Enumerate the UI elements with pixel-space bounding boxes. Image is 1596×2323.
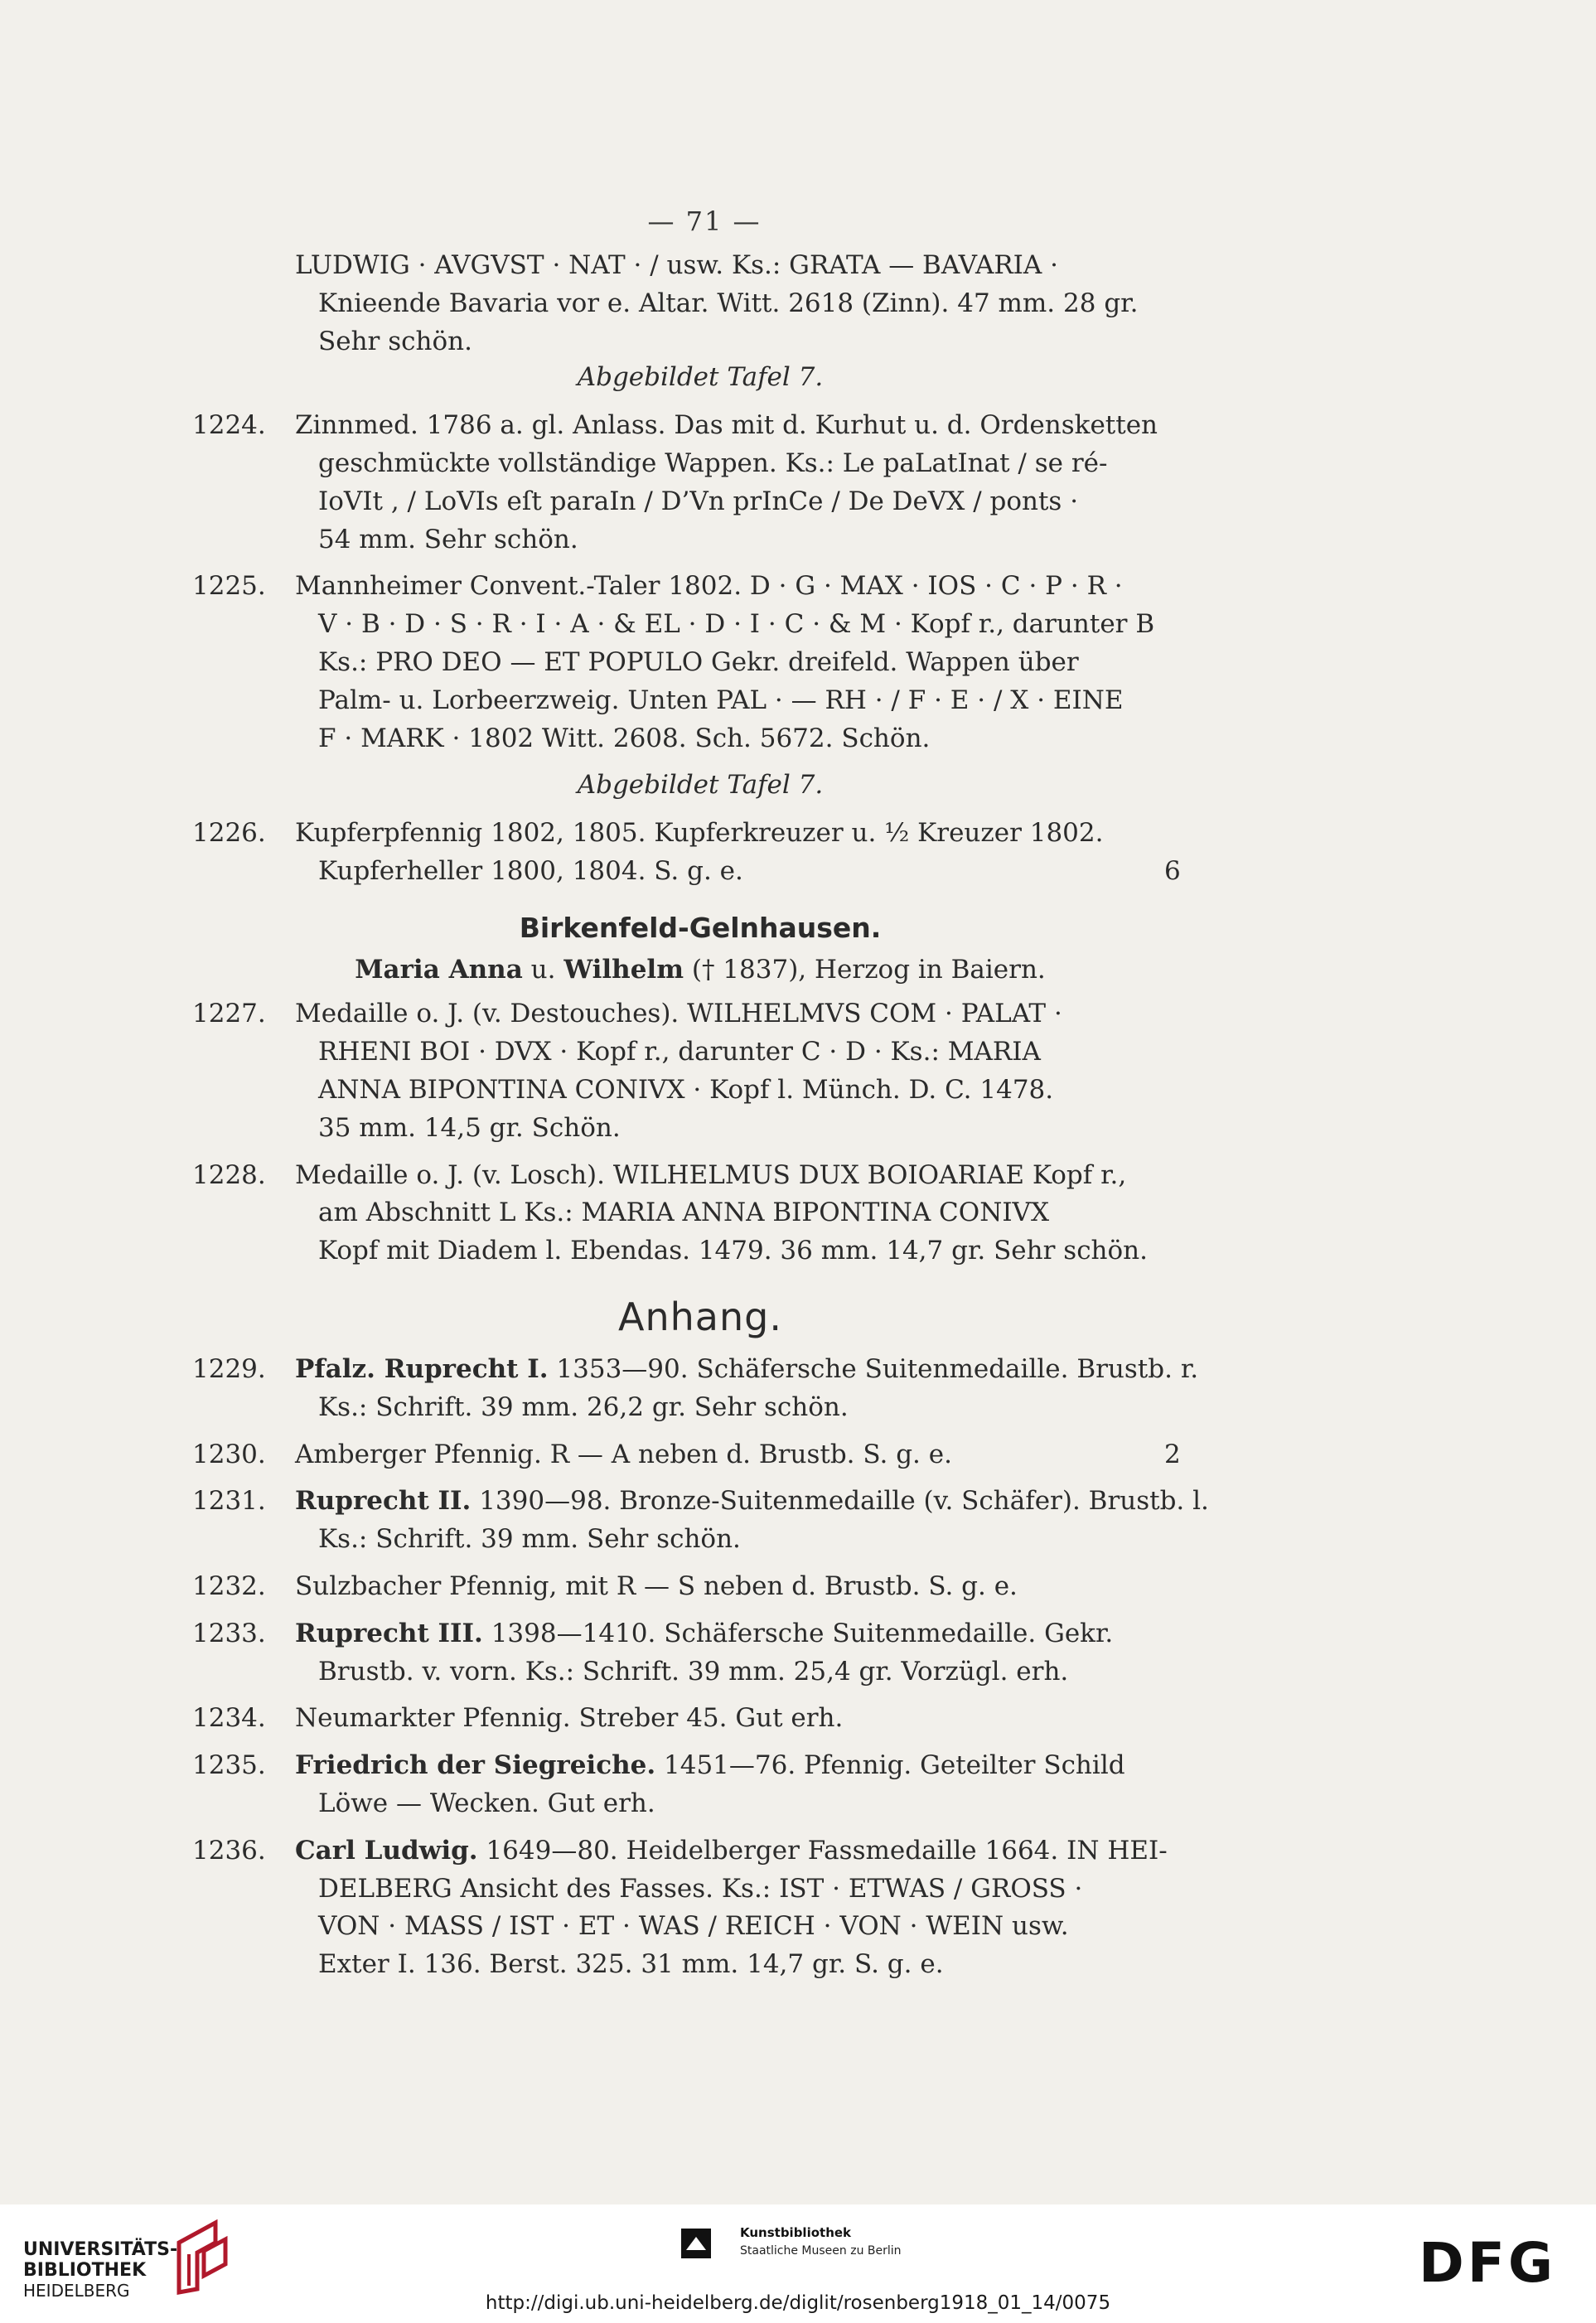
lot-number: 1236.: [192, 1835, 266, 1866]
ruler-heading: [0, 955, 1596, 993]
entry-line: [0, 1075, 1596, 1113]
ub-line-1: UNIVERSITÄTS-: [23, 2239, 178, 2260]
lot-entry: [0, 1160, 1596, 1198]
entry-text: 54 mm. Sehr schön.: [318, 524, 578, 554]
entry-description: 1353—90. Schäfersche Suitenmedaille. Brustb. r.: [548, 1354, 1199, 1384]
lot-entry: [0, 571, 1596, 609]
kunstbibliothek-subtitle: Staatliche Museen zu Berlin: [740, 2244, 902, 2258]
ruler-name-2: Wilhelm: [563, 954, 684, 985]
entry-text: [295, 1160, 1126, 1190]
entry-text: Knieende Bavaria vor e. Altar. Witt. 2618 (Zinn). 47 mm. 28 gr.: [318, 288, 1139, 318]
lot-number: 1228.: [192, 1159, 266, 1190]
entry-description: 1451—76. Pfennig. Geteilter Schild: [655, 1750, 1125, 1781]
lot-entry: [0, 818, 1596, 856]
entry-text: Sehr schön.: [318, 326, 472, 356]
entry-description: Mannheimer Convent.-Taler 1802. D · G · MAX · IOS · C · P · R ·: [295, 571, 1123, 602]
entry-text: V · B · D · S · R · I · A · & EL · D · I · C · & M · Kopf r., darunter B: [318, 609, 1155, 640]
entry-text: 35 mm. 14,5 gr. Schön.: [318, 1112, 621, 1143]
entry-line: [0, 1037, 1596, 1075]
entry-description: Amberger Pfennig. R — A neben d. Brustb. S. g. e.: [295, 1439, 952, 1469]
entry-text: IoVIt , / LoVIs eſt paraIn / D’Vn prInCe / De DeVX / ponts ·: [318, 486, 1079, 516]
lot-entry: [0, 1571, 1596, 1609]
entry-text: [295, 1354, 1198, 1384]
entry-text: Exter I. 136. Berst. 325. 31 mm. 14,7 gr. S. g. e.: [318, 1949, 944, 1980]
plate-reference: [0, 770, 1596, 808]
kunstbibliothek-title[interactable]: Kunstbibliothek: [740, 2225, 852, 2240]
kunstbibliothek-icon: [681, 2229, 711, 2258]
entry-description: Sulzbacher Pfennig, mit R — S neben d. Brustb. S. g. e.: [295, 1571, 1018, 1601]
entry-text: VON · MASS / IST · ET · WAS / REICH · VON · WEIN usw.: [318, 1911, 1069, 1942]
ruler-description: († 1837), Herzog in Baiern.: [684, 954, 1046, 985]
entry-line: [0, 486, 1596, 525]
appendix-heading: [0, 1295, 1596, 1348]
entry-text: Ks.: PRO DEO — ET POPULO Gekr. dreifeld. Wappen über: [318, 647, 1079, 677]
entry-line: [0, 1198, 1596, 1236]
ruler-name: Pfalz. Ruprecht I.: [295, 1354, 549, 1384]
lot-entry: [0, 1486, 1596, 1524]
ub-line-3: HEIDELBERG: [23, 2281, 130, 2301]
entry-text: Kopf mit Diadem l. Ebendas. 1479. 36 mm. 14,7 gr. Sehr schön.: [318, 1236, 1149, 1266]
entry-line: [0, 1113, 1596, 1151]
entry-line: [0, 647, 1596, 685]
entry-line: [0, 1236, 1596, 1274]
entry-line: [0, 327, 1596, 365]
lot-price: 6: [1164, 856, 1181, 886]
ub-emblem-icon: [167, 2218, 234, 2297]
entry-text: [295, 1619, 1113, 1648]
entry-text: [295, 1836, 1168, 1866]
entry-text: [295, 999, 1062, 1028]
entry-description: Neumarkter Pfennig. Streber 45. Gut erh.: [295, 1703, 844, 1734]
lot-entry: [0, 999, 1596, 1037]
lot-entry: [0, 1619, 1596, 1657]
plate-caption: Abgebildet Tafel 7.: [577, 770, 824, 801]
entry-line: [0, 288, 1596, 327]
entry-text: [295, 1571, 1018, 1601]
permalink-url[interactable]: http://digi.ub.uni-heidelberg.de/diglit/rosenberg1918_01_14/0075: [485, 2292, 1111, 2314]
entry-line: [0, 1788, 1596, 1827]
entry-line: [0, 1949, 1596, 1987]
lot-number: 1230.: [192, 1439, 266, 1469]
entry-text: Brustb. v. vorn. Ks.: Schrift. 39 mm. 25,4 gr. Vorzügl. erh.: [318, 1656, 1069, 1687]
entry-text: ANNA BIPONTINA CONIVX · Kopf l. Münch. D. C. 1478.: [318, 1075, 1054, 1105]
entry-line: [0, 724, 1596, 762]
ub-heidelberg-logo[interactable]: [23, 2224, 181, 2299]
lot-number: 1227.: [192, 999, 266, 1029]
dfg-logo[interactable]: [1419, 2235, 1576, 2287]
entry-description: 1649—80. Heidelberger Fassmedaille 1664. IN HEI-: [477, 1835, 1168, 1866]
entry-description: Zinnmed. 1786 a. gl. Anlass. Das mit d. Kurhut u. d. Ordensketten: [295, 410, 1158, 441]
lot-number: 1234.: [192, 1703, 266, 1734]
lot-entry: [0, 1836, 1596, 1874]
lot-entry: [0, 410, 1596, 448]
entry-text: F · MARK · 1802 Witt. 2608. Sch. 5672. Schön.: [318, 723, 931, 753]
ruler-name: Ruprecht II.: [295, 1486, 472, 1517]
section-title: Birkenfeld-Gelnhausen.: [519, 911, 882, 944]
entry-text: Löwe — Wecken. Gut erh.: [318, 1788, 655, 1818]
entry-text: [295, 1440, 952, 1469]
entry-text: DELBERG Ansicht des Fasses. Ks.: IST · ETWAS / GROSS ·: [318, 1873, 1083, 1904]
entry-line: [0, 609, 1596, 647]
entry-text: [295, 818, 1104, 848]
ruler-name: Ruprecht III.: [295, 1618, 483, 1648]
plate-caption: Abgebildet Tafel 7.: [577, 362, 824, 393]
lot-entry: [0, 1440, 1596, 1478]
entry-text: am Abschnitt L Ks.: MARIA ANNA BIPONTINA CONIVX: [318, 1198, 1050, 1228]
entry-text: [295, 1703, 843, 1733]
entry-text: RHENI BOI · DVX · Kopf r., darunter C · D · Ks.: MARIA: [318, 1037, 1041, 1067]
page-number: — 71 —: [647, 206, 762, 237]
entry-text: [295, 1750, 1125, 1780]
entry-line: [0, 1911, 1596, 1949]
lot-entry: [0, 1354, 1596, 1392]
entry-line: [0, 685, 1596, 724]
entry-text: [295, 410, 1158, 440]
entry-line: [0, 1874, 1596, 1912]
lot-number: 1224.: [192, 410, 266, 441]
entry-description: 1398—1410. Schäfersche Suitenmedaille. Gekr.: [482, 1618, 1114, 1648]
entry-line: [0, 1657, 1596, 1695]
section-heading: [0, 912, 1596, 950]
ruler-name: Friedrich der Siegreiche.: [295, 1750, 656, 1781]
entry-text: LUDWIG · AVGVST · NAT · / usw. Ks.: GRATA — BAVARIA ·: [295, 250, 1059, 280]
lot-number: 1232.: [192, 1571, 266, 1601]
dfg-logo-text: DFG: [1419, 2235, 1557, 2287]
entry-description: Medaille o. J. (v. Destouches). WILHELMVS COM · PALAT ·: [295, 999, 1062, 1029]
entry-line: [0, 856, 1596, 894]
lot-number: 1229.: [192, 1354, 266, 1384]
ruler-conjunction: u.: [522, 954, 564, 985]
plate-reference: [0, 362, 1596, 400]
entry-text: geschmückte vollständige Wappen. Ks.: Le paLatInat / se ré-: [318, 448, 1108, 478]
entry-text: Kupferheller 1800, 1804. S. g. e.: [318, 856, 743, 886]
appendix-title: Anhang.: [618, 1295, 782, 1339]
lot-entry: [0, 1703, 1596, 1741]
entry-line: [0, 448, 1596, 486]
entry-text: Ks.: Schrift. 39 mm. 26,2 gr. Sehr schön.: [318, 1391, 849, 1422]
ruler-heading-text: [0, 955, 1400, 985]
entry-line: [0, 1392, 1596, 1430]
entry-text: [295, 1486, 1209, 1516]
entry-line: [0, 1524, 1596, 1562]
lot-number: 1233.: [192, 1618, 266, 1648]
entry-description: Kupferpfennig 1802, 1805. Kupferkreuzer u. ½ Kreuzer 1802.: [295, 818, 1104, 849]
entry-text: Ks.: Schrift. 39 mm. Sehr schön.: [318, 1524, 741, 1555]
entry-line: [0, 525, 1596, 563]
entry-line: [0, 250, 1596, 288]
ruler-name: Carl Ludwig.: [295, 1835, 478, 1866]
lot-number: 1231.: [192, 1486, 266, 1517]
ruler-name-1: Maria Anna: [355, 954, 523, 985]
lot-price: 2: [1164, 1439, 1181, 1469]
entry-text: Palm- u. Lorbeerzweig. Unten PAL · — RH · / F · E · / X · EINE: [318, 685, 1124, 715]
lot-number: 1226.: [192, 818, 266, 849]
ub-line-2: BIBLIOTHEK: [23, 2260, 147, 2281]
entry-description: Medaille o. J. (v. Losch). WILHELMUS DUX BOIOARIAE Kopf r.,: [295, 1159, 1127, 1190]
lot-number: 1235.: [192, 1750, 266, 1781]
lot-entry: [0, 1750, 1596, 1788]
entry-text: [295, 571, 1123, 601]
entry-description: 1390—98. Bronze-Suitenmedaille (v. Schäfer). Brustb. l.: [471, 1486, 1209, 1517]
lot-number: 1225.: [192, 571, 266, 602]
